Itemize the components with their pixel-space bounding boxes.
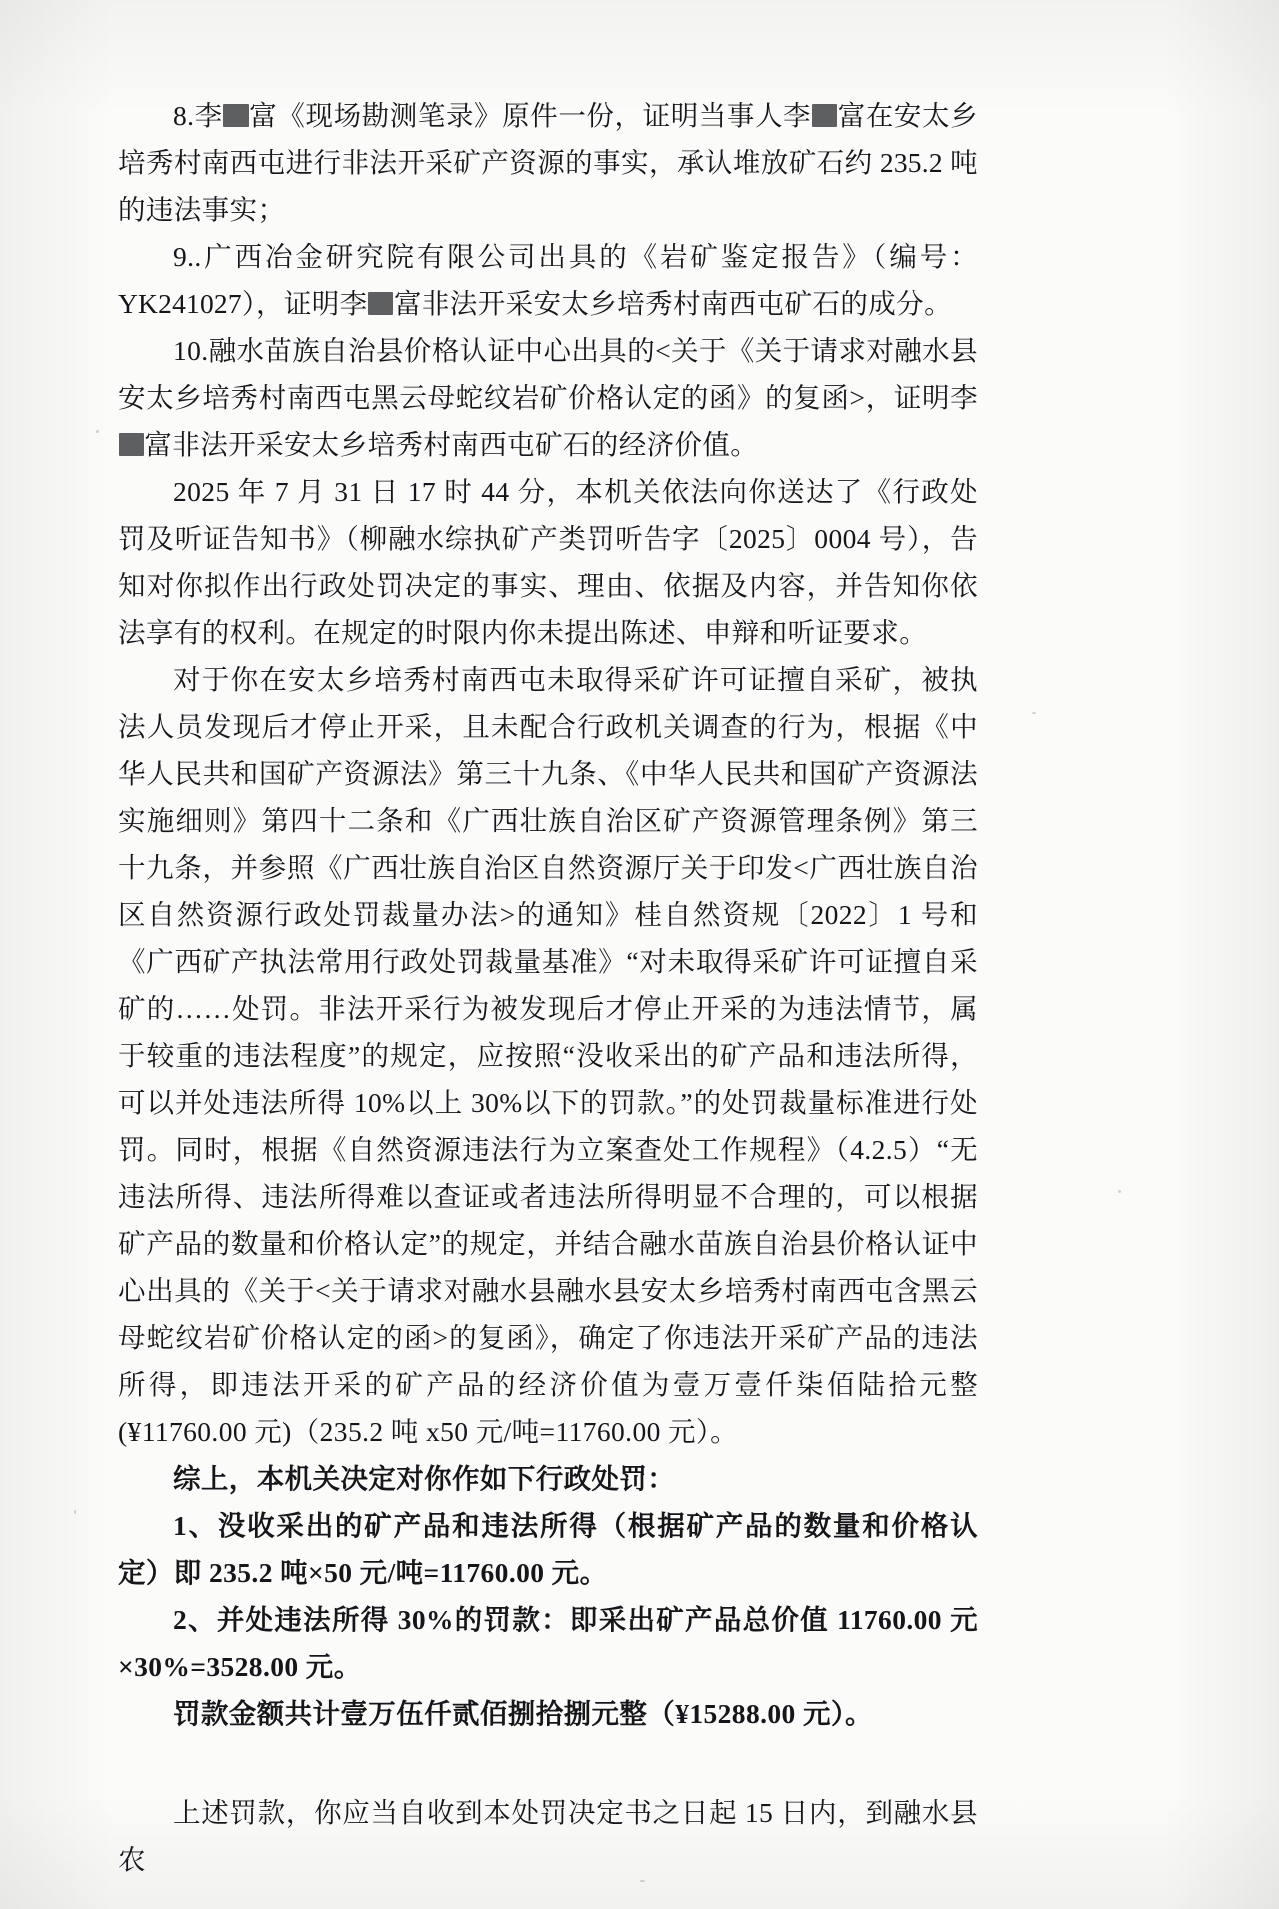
document-body (118, 92, 978, 1883)
paragraph-gap (118, 1737, 978, 1789)
redaction-mark (812, 104, 837, 127)
paragraph-penalty-total: 罚款金额共计壹万伍仟贰佰捌拾捌元整（¥15288.00 元）。 (173, 1698, 873, 1729)
paper-speckle (1118, 1190, 1121, 1193)
paragraph-item-10: 10.融水苗族自治县价格认证中心出具的<关于《关于请求对融水县安太乡培秀村南西屯黑云母蛇纹岩矿价格认定的函》的复函>，证明李富非法开采安太乡培秀村南西屯矿石的经济价值。 (118, 335, 978, 460)
paper-speckle (74, 1510, 76, 1514)
paragraph-legal-basis: 对于你在安太乡培秀村南西屯未取得采矿许可证擅自采矿，被执法人员发现后才停止开采，且未配合行政机关调查的行为，根据《中华人民共和国矿产资源法》第三十九条、《中华人民共和国矿产资源法实施细则》第四十二条和《广西壮族自治区矿产资源管理条例》第三十九条，并参照《广西壮族自治区自然资源厅关于印发<广西壮族自治区自然资源行政处罚裁量办法>的通知》桂自然资规〔2022〕1 号和《广西矿产执法常用行政处罚裁量基准》“对未取得采矿许可证擅自采矿的……处罚。非法开采行为被发现后才停止开采的为违法情节，属于较重的违法程度”的规定，应按照“没收采出的矿产品和违法所得，可以并处违法所得 10%以上 30%以下的罚款。”的处罚裁量标准进行处罚。同时，根据《自然资源违法行为立案查处工作规程》（4.2.5）“无违法所得、违法所得难以查证或者违法所得明显不合理的，可以根据矿产品的数量和价格认定”的规定，并结合融水苗族自治县价格认证中心出具的《关于<关于请求对融水县融水县安太乡培秀村南西屯含黑云母蛇纹岩矿价格认定的函>的复函》，确定了你违法开采矿产品的违法所得，即违法开采的矿产品的经济价值为壹万壹仟柒佰陆拾元整(¥11760.00 元)（235.2 吨 x50 元/吨=11760.00 元）。 (118, 664, 978, 1447)
paragraph-penalty-2: 2、并处违法所得 30%的罚款：即采出矿产品总价值 11760.00 元×30%=3528.00 元。 (118, 1604, 978, 1682)
redaction-mark (223, 104, 248, 127)
paragraph-item-8: 8.李 富《现场勘测笔录》原件一份，证明当事人李 富在安太乡培秀村南西屯进行非法开采矿产资源的事实，承认堆放矿石约 235.2 吨的违法事实； (118, 100, 979, 225)
redaction-mark (368, 292, 393, 315)
redaction-mark (119, 433, 144, 456)
paragraph-notice: 2025 年 7 月 31 日 17 时 44 分，本机关依法向你送达了《行政处罚及听证告知书》（柳融水综执矿产类罚听告字〔2025〕0004 号），告知对你拟作出行政处罚决定的事实、理由、依据及内容，并告知你依法享有的权利。在规定的时限内你未提出陈述、申辩和听证要求。 (118, 476, 978, 648)
paper-speckle (96, 430, 99, 433)
paragraph-penalty-1: 1、没收采出的矿产品和违法所得（根据矿产品的数量和价格认定）即 235.2 吨×50 元/吨=11760.00 元。 (118, 1510, 978, 1588)
paragraph-payment-notice: 上述罚款，你应当自收到本处罚决定书之日起 15 日内，到融水县农 (118, 1797, 978, 1875)
paragraph-conclusion-lead: 综上，本机关决定对你作如下行政处罚： (173, 1463, 676, 1494)
paper-speckle (1032, 712, 1036, 714)
paragraph-item-9: 9..广西冶金研究院有限公司出具的《岩矿鉴定报告》（编号：YK241027），证明李 富非法开采安太乡培秀村南西屯矿石的成分。 (118, 241, 978, 319)
